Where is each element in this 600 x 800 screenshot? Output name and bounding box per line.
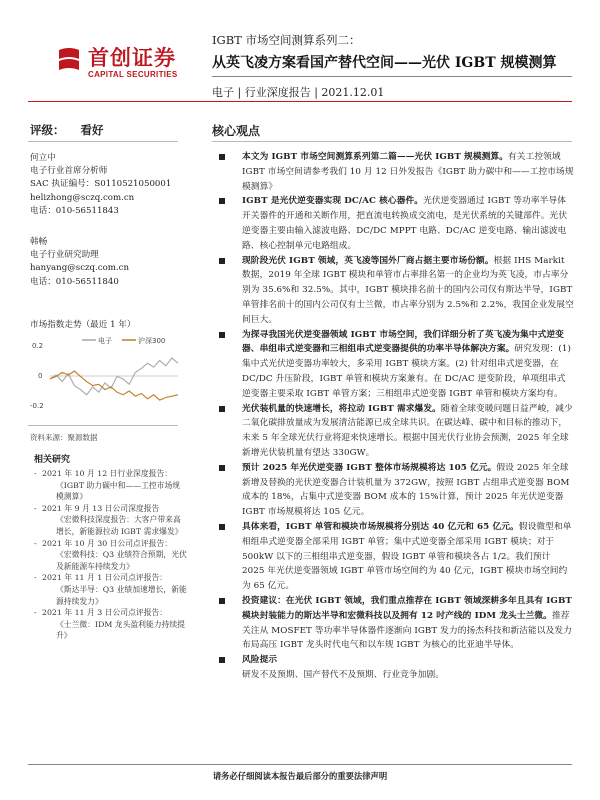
core-view-lead: IGBT 是光伏逆变器实现 DC/AC 核心器件。 — [242, 196, 424, 207]
divider — [28, 425, 178, 426]
footer-divider — [28, 764, 572, 765]
core-view-body: 根据 IHS Markit 数据，2019 年全球 IGBT 模块和单管市占率排名第一的企业均为英飞凌，市占率分别为 35.6%和 32.5%。其中，IGBT 模块排名前十的国内公司仅有斯达半导，IGBT 单管排名前十的国内公司仅有士兰微，市占率分别为 2.5%和 2.2%，我国企业发展空间巨大。 — [242, 255, 574, 325]
related-item[interactable] — [34, 468, 204, 503]
analyst-phone: 电话：010-56511840 — [30, 276, 119, 287]
core-view-lead: 现阶段光伏 IGBT 领域，英飞凌等国外厂商占据主要市场份额。 — [242, 255, 494, 266]
core-view-lead: 为探寻我国光伏逆变器领域 IGBT 市场空间，我们详细分析了英飞凌为集中式逆变器、串组串式逆变器和三相组串式逆变器提供的功率半导体解决方案。 — [242, 329, 564, 355]
chart-source: 资料来源：聚源数据 — [30, 433, 98, 442]
core-view-item — [216, 254, 574, 328]
related-item-title: 升》 — [56, 631, 72, 641]
legend-label: 电子 — [98, 337, 112, 345]
divider — [212, 141, 572, 142]
core-view-body: 推荐关注从 MOSFET 等功率半导体器件逐渐向 IGBT 发力的扬杰科技和新洁能以及发力布局高压 IGBT 龙头时代电气和以车规 IGBT 为核心的比亚迪半导体。 — [242, 610, 572, 651]
related-research-heading: 相关研究 — [34, 455, 71, 465]
core-views-heading: 核心观点 — [212, 124, 261, 138]
related-item-title: 增长，新能源拉动 IGBT 需求爆发》 — [56, 526, 183, 536]
brand-mark-icon — [56, 46, 82, 72]
rating-label: 评级： — [30, 123, 65, 137]
analyst-role: 电子行业首席分析师 — [30, 166, 108, 177]
core-view-body: 研发不及预期、国产替代不及预期、行业竞争加剧。 — [242, 669, 445, 680]
core-view-lead: 预计 2025 年光伏逆变器 IGBT 整体市场规模将达 105 亿元。 — [242, 462, 497, 473]
core-view-lead: 本文为 IGBT 市场空间测算系列第二篇——光伏 IGBT 规模测算。 — [242, 152, 508, 162]
related-item[interactable] — [34, 503, 204, 538]
core-view-item — [216, 520, 574, 594]
core-view-body: 随着全球变暖问题日益严峻，减少二氧化碳排放量成为发展清洁能源已成全球共识。在碳达峰、碳中和目标的推动下，未来 5 年全球光伏行业将迎来快速增长。根据中国光伏行业协会预测，2025 年全球新增光伏装机量有望达 330GW。 — [242, 403, 573, 458]
core-view-item — [216, 653, 574, 683]
core-view-lead: 投资建议：在光伏 IGBT 领域，我们重点推荐在 IGBT 领域深耕多年且具有 IGBT 模块封装能力的斯达半导和宏微科技以及拥有 12 吋产线的 IDM 龙头士兰微。 — [242, 595, 572, 621]
analyst-name: 何立中 — [30, 153, 56, 163]
analyst-sac: SAC 执证编号：S0110521050001 — [30, 179, 172, 190]
related-item[interactable] — [34, 607, 204, 642]
related-item-date: - 2021 年 10 月 30 日公司点评报告： — [42, 538, 173, 548]
report-meta: 电子 | 行业深度报告 | 2021.12.01 — [212, 86, 385, 99]
legend-label: 沪深300 — [138, 337, 166, 345]
related-item-title: 《士兰微：IDM 龙头盈利能力持续提 — [56, 619, 185, 629]
related-item-date: - 2021 年 11 月 3 日公司点评报告： — [42, 608, 168, 618]
related-item[interactable] — [34, 572, 204, 607]
related-item-title: 《宏微科技：Q3 业绩符合预期，光伏 — [56, 550, 187, 560]
core-view-lead: 光伏装机量的快速增长，将拉动 IGBT 需求爆发。 — [242, 403, 441, 414]
related-item-date: - 2021 年 9 月 13 日公司深度报告 — [42, 503, 160, 513]
chart-title: 市场指数走势（最近 1 年） — [30, 320, 136, 330]
related-item[interactable] — [34, 538, 204, 573]
core-view-body: 光伏逆变器通过 IGBT 等功率半导体开关器件的开通和关断作用，把直流电转换成交流电，是光伏系统的关键部件。光伏逆变器主要由输入滤波电路、DC/DC MPPT 电路、DC/AC 逆变电路、输出滤波电路、核心控制单元电路组成。 — [242, 196, 568, 251]
analyst-card — [30, 236, 200, 289]
core-view-item — [216, 194, 574, 253]
analyst-card — [30, 152, 200, 218]
core-view-item — [216, 461, 574, 520]
core-view-body: 假设微型和单相组串式逆变器全部采用 IGBT 单管；集中式逆变器全部采用 IGBT 模块；对于 500kW 以下的三相组串式逆变器，假设 IGBT 单管和模块各占 1/2。我们预计 2025 年光伏逆变器领域 IGBT 单管市场空间约为 40 亿元，IGBT 模块市场空间约为 65 亿元。 — [242, 521, 572, 592]
core-view-body: 假设 2025 年全球新增及替换的光伏逆变器合计装机量为 372GW，按照 IGBT 占组串式逆变器 BOM 成本的 18%，占集中式逆变器 BOM 成本的 15%计算，预计 2025 年光伏逆变器 IGBT 市场规模将达 105 亿元。 — [242, 462, 570, 518]
header-divider — [28, 101, 572, 102]
related-item-title: 源持续发力》 — [56, 596, 103, 606]
chart-plot — [30, 334, 180, 424]
market-index-chart — [30, 318, 180, 424]
y-tick-label: 0 — [38, 372, 43, 380]
core-view-item — [216, 594, 574, 653]
core-view-lead: 具体来看，IGBT 单管和模块市场规模将分别达 40 亿元和 65 亿元。 — [242, 521, 519, 532]
core-view-body: 研究发现：(1) 集中式光伏逆变器功率较大，多采用 IGBT 模块方案。(2) 针对组串式逆变器，在 DC/DC 升压阶段，IGBT 单管和模块方案兼有。在 DC/AC 逆变阶段，单项组串式逆变器主要采取 IGBT 单管方案；三相组串式逆变器 IGBT 单管和模块方案均有。 — [242, 344, 571, 399]
core-view-item — [216, 328, 574, 402]
related-item-date: - 2021 年 10 月 12 日行业深度报告： — [42, 469, 173, 478]
core-view-item — [216, 150, 574, 194]
related-item-title: 及新能源车持续发力》 — [56, 561, 134, 571]
related-item-title: 《IGBT 助力碳中和——工控市场规 — [56, 480, 181, 490]
analyst-email: helizhong@sczq.com.cn — [30, 192, 135, 203]
y-tick-label: -0.2 — [30, 402, 44, 410]
analyst-role: 电子行业研究助理 — [30, 250, 99, 261]
core-views-list — [216, 150, 574, 683]
y-tick-label: 0.2 — [32, 342, 44, 350]
report-title: 从英飞凌方案看国产替代空间——光伏 IGBT 规模测算 — [212, 55, 557, 71]
rating-value: 看好 — [80, 123, 104, 137]
analyst-email: hanyang@sczq.com.cn — [30, 263, 130, 274]
related-item-title: 《斯达半导：Q3 业绩加速增长，新能 — [56, 584, 187, 594]
analyst-name: 韩畅 — [30, 237, 48, 247]
rating — [30, 122, 104, 138]
related-item-date: - 2021 年 11 月 1 日公司点评报告： — [42, 573, 168, 583]
brand-name-en: CAPITAL SECURITIES — [88, 70, 178, 79]
brand-logo — [56, 40, 196, 90]
related-item-title: 《宏微科技深度报告：大客户带来高 — [56, 515, 181, 525]
divider — [28, 141, 178, 142]
divider — [212, 76, 572, 77]
related-research-list — [34, 468, 204, 642]
core-view-lead: 风险提示 — [242, 655, 278, 666]
analyst-phone: 电话：010-56511843 — [30, 205, 119, 216]
related-item-title: 模测算》 — [56, 492, 88, 502]
brand-name-cn: 首创证券 — [88, 46, 176, 70]
core-view-body: 有关工控领域 IGBT 市场空间请参考我们 10 月 12 日外发报告《IGBT 助力碳中和——工控市场规模测算》 — [242, 152, 574, 192]
report-series: IGBT 市场空间测算系列二： — [212, 33, 361, 47]
legal-notice: 请务必仔细阅读本报告最后部分的重要法律声明 — [212, 771, 388, 781]
core-view-item — [216, 402, 574, 461]
